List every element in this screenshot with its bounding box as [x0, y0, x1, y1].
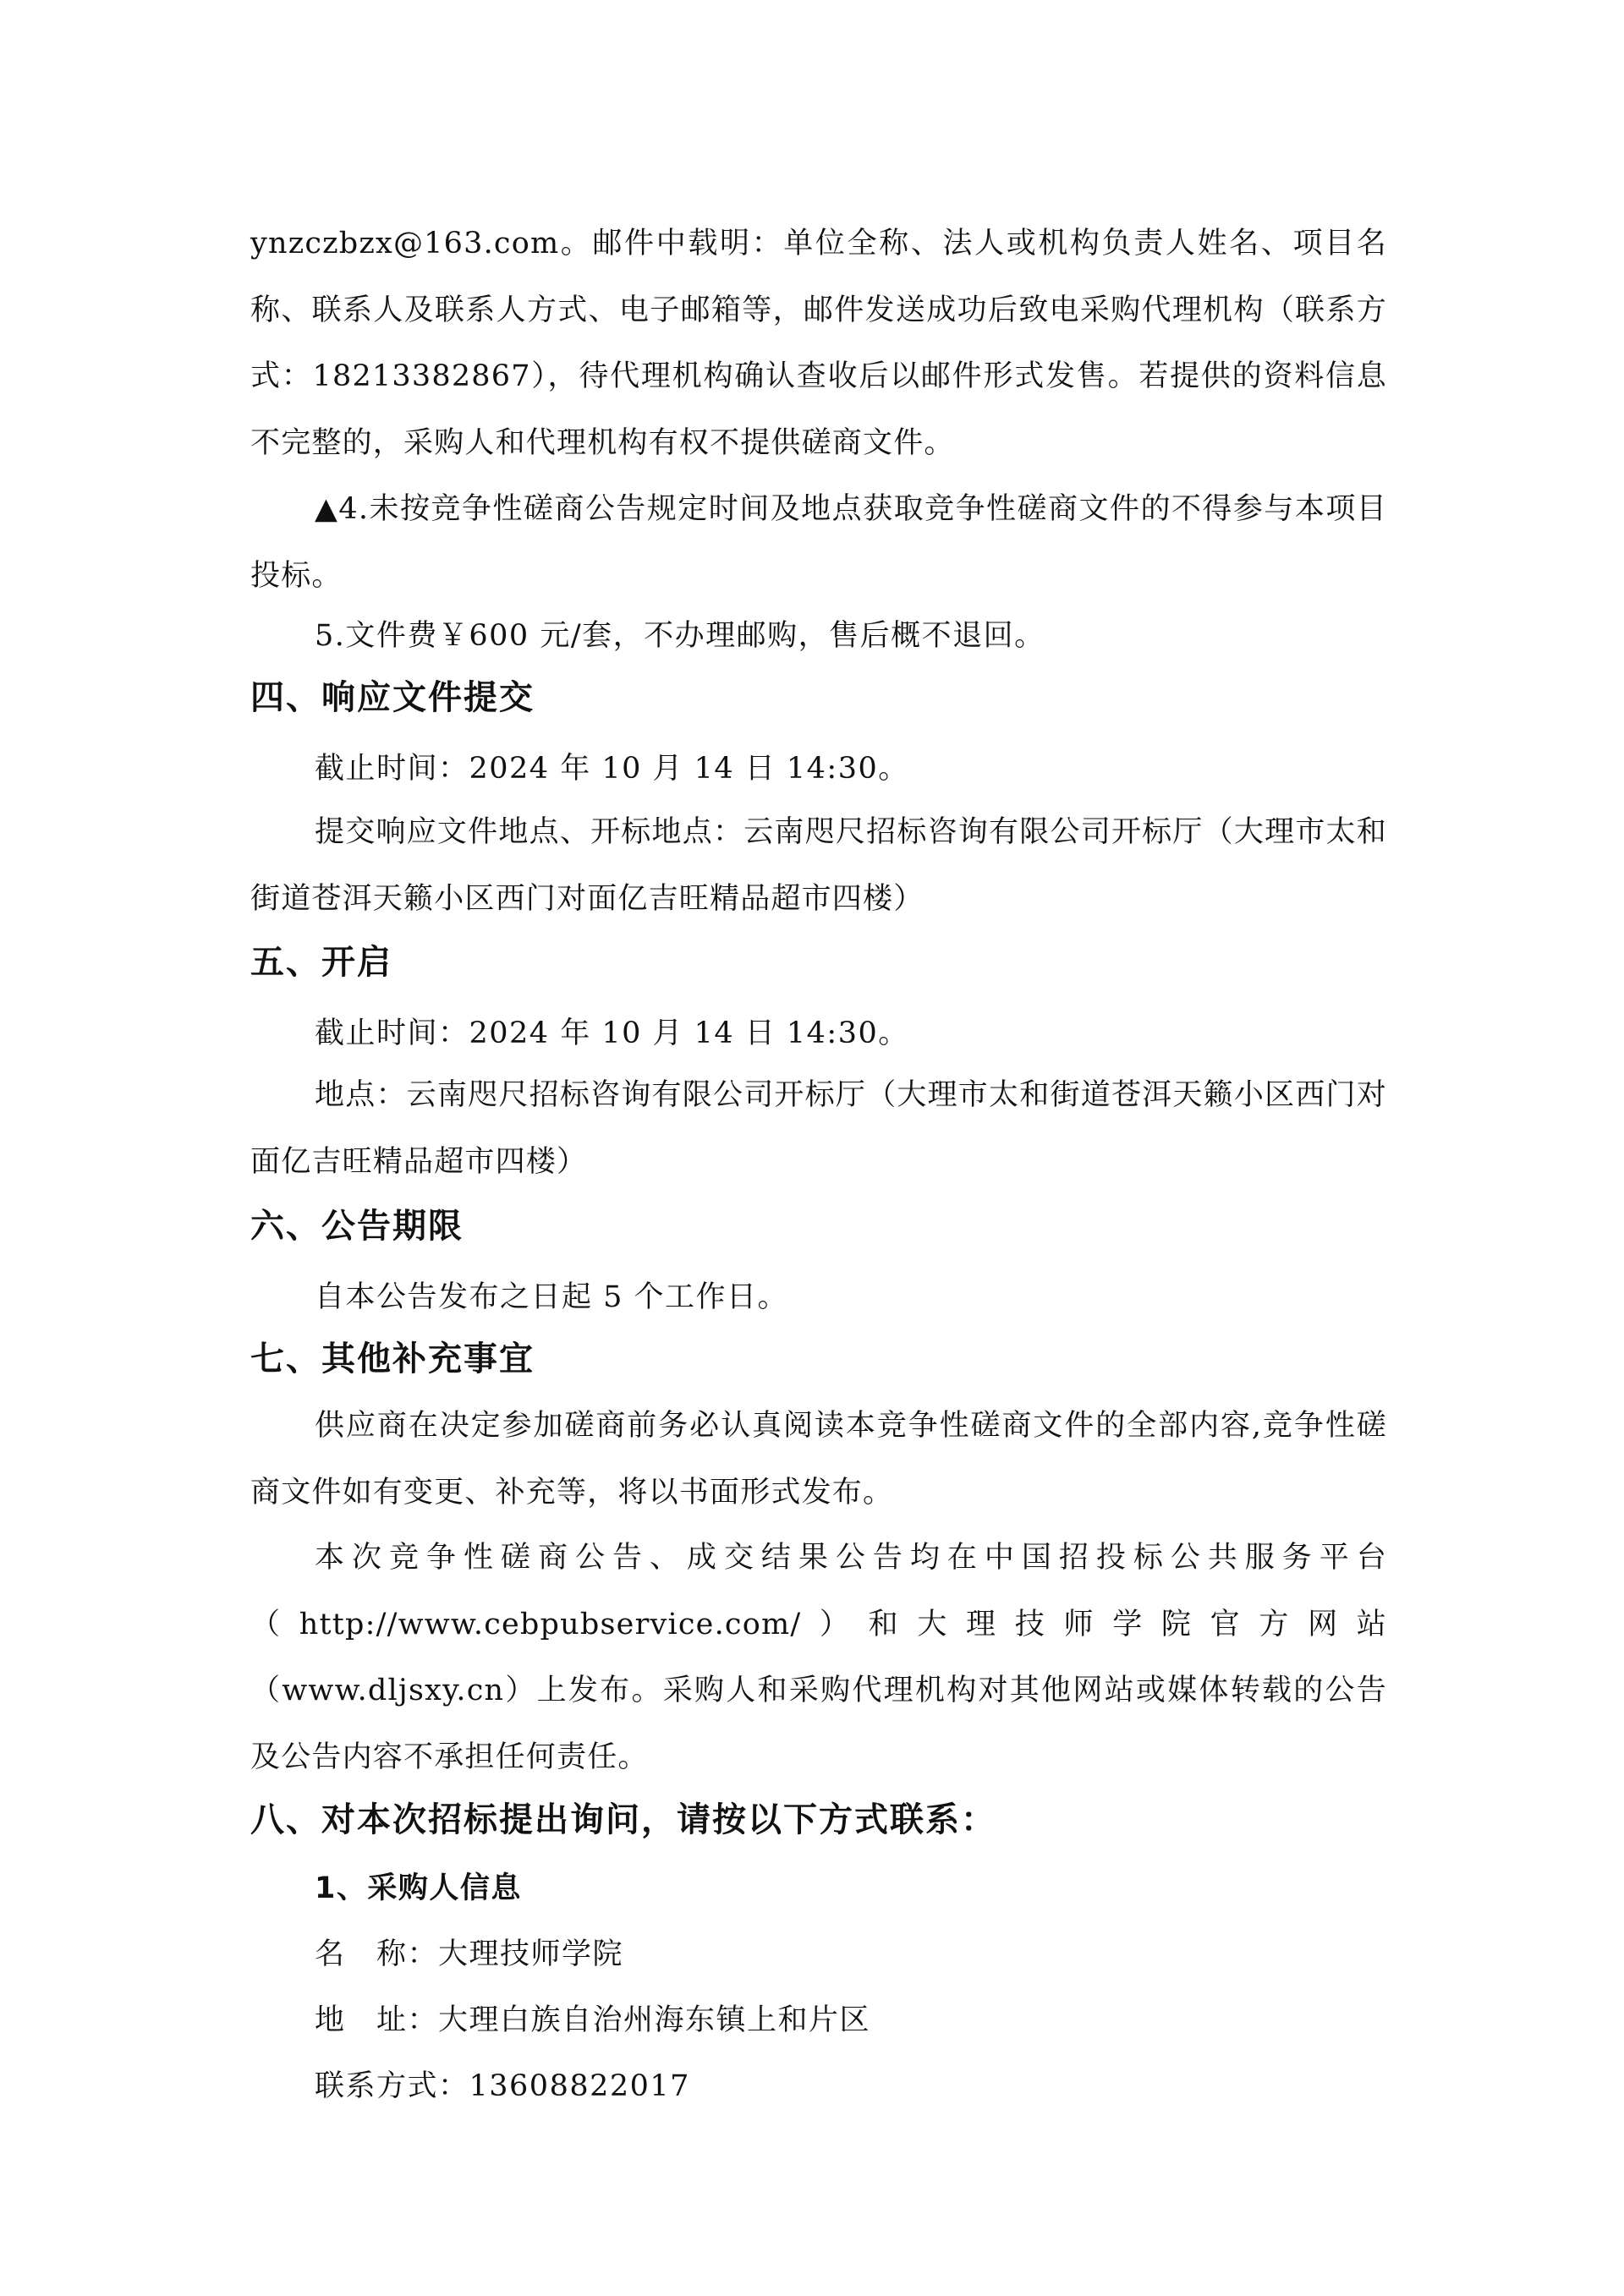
purchaser-info-heading: 1、采购人信息: [315, 1871, 522, 1905]
section-4-location: 提交响应文件地点、开标地点：云南咫尺招标咨询有限公司开标厅（大理市太和街道苍洱天籁小区西门对面亿吉旺精品超市四楼）: [250, 815, 1387, 916]
item-4-paragraph: ▲4.未按竞争性磋商公告规定时间及地点获取竞争性磋商文件的不得参与本项目投标。: [250, 492, 1387, 593]
section-4-deadline: 截止时间：2024 年 10 月 14 日 14:30。: [315, 752, 909, 786]
section-6-heading: 六、公告期限: [250, 1207, 464, 1246]
section-7-paragraph-2: 本次竞争性磋商公告、成交结果公告均在中国招投标公共服务平台（http://www.cebpubservice.com/）和大理技师学院官方网站（www.dljsxy.cn）上发布。采购人和采购代理机构对其他网站或媒体转载的公告及公告内容不承担任何责任。: [250, 1541, 1387, 1774]
purchaser-name-line: 名 称：大理技师学院: [315, 1937, 624, 1971]
section-8-heading: 八、对本次招标提出询问，请按以下方式联系：: [250, 1800, 996, 1839]
intro-paragraph: ynzczbzx@163.com。邮件中载明：单位全称、法人或机构负责人姓名、项目名称、联系人及联系人方式、电子邮箱等，邮件发送成功后致电采购代理机构（联系方式：18213382867），待代理机构确认查收后以邮件形式发售。若提供的资料信息不完整的，采购人和代理机构有权不提供磋商文件。: [250, 227, 1387, 460]
section-5-deadline: 截止时间：2024 年 10 月 14 日 14:30。: [315, 1016, 909, 1050]
item-5-line: 5.文件费￥600 元/套，不办理邮购，售后概不退回。: [315, 619, 1045, 653]
section-7-heading: 七、其他补充事宜: [250, 1340, 535, 1378]
purchaser-contact-line: 联系方式：13608822017: [315, 2069, 690, 2103]
section-7-paragraph-1: 供应商在决定参加磋商前务必认真阅读本竞争性磋商文件的全部内容,竞争性磋商文件如有变更、补充等，将以书面形式发布。: [250, 1409, 1387, 1510]
purchaser-address-line: 地 址：大理白族自治州海东镇上和片区: [315, 2003, 871, 2037]
section-5-heading: 五、开启: [250, 943, 392, 982]
section-6-text: 自本公告发布之日起 5 个工作日。: [315, 1280, 789, 1314]
section-4-heading: 四、响应文件提交: [250, 678, 535, 717]
section-5-location: 地点：云南咫尺招标咨询有限公司开标厅（大理市太和街道苍洱天籁小区西门对面亿吉旺精品超市四楼）: [250, 1078, 1387, 1179]
